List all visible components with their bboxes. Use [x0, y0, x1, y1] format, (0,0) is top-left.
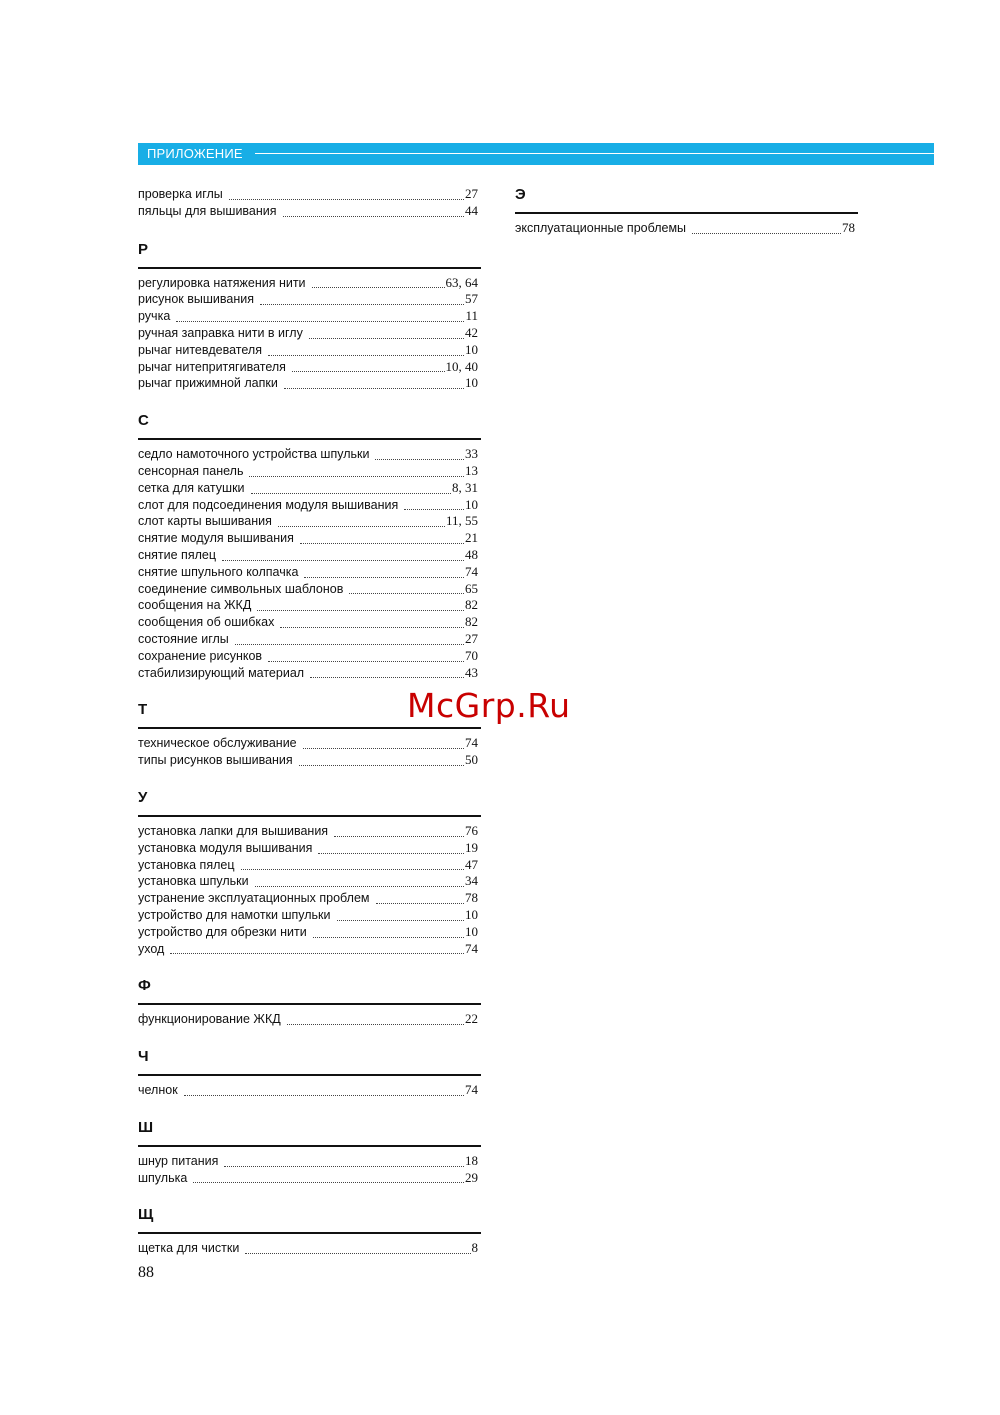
index-entry [138, 497, 481, 514]
index-term: установка пялец [138, 857, 235, 872]
index-term: снятие шпульного колпачка [138, 564, 299, 579]
index-page-ref: 10 [465, 923, 478, 939]
dot-leader [292, 371, 445, 372]
index-term: рычаг нитевдевателя [138, 342, 262, 357]
index-term: ручка [138, 309, 171, 324]
index-entry [138, 463, 481, 480]
index-term: установка лапки для вышивания [138, 823, 329, 838]
index-term: сенсорная панель [138, 463, 244, 478]
index-entry [138, 752, 481, 769]
dot-leader [241, 869, 464, 870]
section-letter-heading: Т [138, 701, 481, 729]
index-entry [138, 513, 481, 530]
index-page-ref: 27 [465, 186, 478, 201]
dot-leader [287, 1024, 464, 1025]
index-page-ref: 10 [465, 375, 478, 391]
index-entry [138, 1011, 481, 1028]
index-section [138, 1048, 481, 1099]
index-page-ref: 65 [465, 580, 478, 596]
index-page-ref: 10 [465, 906, 478, 922]
index-entry [138, 1082, 481, 1099]
index-page-ref: 18 [465, 1152, 478, 1168]
index-section [138, 1119, 481, 1187]
index-page-ref: 43 [465, 664, 478, 680]
header-rule [255, 153, 934, 154]
index-entry [138, 614, 481, 631]
index-page-ref: 21 [465, 530, 478, 546]
index-page-ref: 78 [842, 220, 855, 235]
index-section [138, 789, 481, 957]
index-page-ref: 70 [465, 647, 478, 663]
dot-leader [268, 661, 464, 662]
dot-leader [334, 836, 464, 837]
index-term: типы рисунков вышивания [138, 753, 293, 768]
index-term: сообщения на ЖКД [138, 598, 252, 613]
index-entry [138, 446, 481, 463]
index-term: уход [138, 941, 165, 956]
index-section [515, 186, 858, 237]
index-section [138, 1206, 481, 1257]
section-title: ПРИЛОЖЕНИЕ [147, 146, 243, 161]
dot-leader [318, 853, 464, 854]
dot-leader [245, 1253, 470, 1254]
dot-leader [255, 886, 464, 887]
index-page-ref: 78 [465, 890, 478, 906]
index-page-ref: 27 [465, 630, 478, 646]
index-term: функционирование ЖКД [138, 1012, 281, 1027]
index-term: слот карты вышивания [138, 514, 272, 529]
index-page-ref: 74 [465, 940, 478, 956]
index-term: устройство для намотки шпульки [138, 907, 331, 922]
dot-leader [251, 493, 451, 494]
index-term: рычаг нитепритягивателя [138, 359, 286, 374]
dot-leader [193, 1182, 464, 1183]
index-section [138, 412, 481, 681]
index-entry [138, 924, 481, 941]
index-page-ref: 74 [465, 1082, 478, 1098]
index-entry [138, 547, 481, 564]
dot-leader [303, 748, 464, 749]
index-term: снятие модуля вышивания [138, 531, 294, 546]
index-term: соединение символьных шаблонов [138, 581, 344, 596]
index-page-ref: 13 [465, 462, 478, 478]
dot-leader [176, 321, 464, 322]
index-page-ref: 11 [465, 308, 478, 324]
index-page-ref: 76 [465, 822, 478, 838]
dot-leader [229, 199, 464, 200]
dot-leader [283, 216, 464, 217]
index-entry [138, 203, 481, 220]
index-entry [138, 480, 481, 497]
index-page-ref: 47 [465, 856, 478, 872]
index-section [138, 977, 481, 1028]
index-entry [138, 325, 481, 342]
index-term: ручная заправка нити в иглу [138, 325, 303, 340]
dot-leader [300, 543, 464, 544]
index-entry [138, 275, 481, 292]
section-letter-heading: У [138, 789, 481, 817]
dot-leader [349, 593, 464, 594]
index-entry [138, 530, 481, 547]
dot-leader [184, 1095, 464, 1096]
section-letter-heading: С [138, 412, 481, 440]
index-page-ref: 11, 55 [445, 513, 478, 529]
index-entry [138, 342, 481, 359]
dot-leader [278, 526, 445, 527]
index-page-ref: 82 [465, 614, 478, 630]
index-entry [138, 1153, 481, 1170]
index-term: устранение эксплуатационных проблем [138, 891, 370, 906]
dot-leader [312, 287, 445, 288]
index-entry [138, 941, 481, 958]
index-entry [138, 840, 481, 857]
index-term: техническое обслуживание [138, 736, 297, 751]
dot-leader [692, 233, 841, 234]
section-letter-heading: Ч [138, 1048, 481, 1076]
index-entry [138, 648, 481, 665]
index-entry [138, 186, 481, 203]
dot-leader [257, 610, 464, 611]
index-entry [138, 291, 481, 308]
dot-leader [170, 953, 464, 954]
index-page-ref: 42 [465, 324, 478, 340]
index-term: установка шпульки [138, 874, 249, 889]
index-entry [138, 873, 481, 890]
index-entry [138, 581, 481, 598]
index-page-ref: 34 [465, 873, 478, 889]
index-page-ref: 33 [465, 446, 478, 462]
index-page-ref: 82 [465, 597, 478, 613]
index-section [138, 241, 481, 393]
dot-leader [304, 577, 464, 578]
index-page-ref: 48 [465, 546, 478, 562]
dot-leader [337, 920, 464, 921]
section-letter-heading: Щ [138, 1206, 481, 1234]
index-page-ref: 10 [465, 496, 478, 512]
index-entry [138, 308, 481, 325]
dot-leader [375, 459, 464, 460]
dot-leader [299, 765, 464, 766]
index-page-ref: 50 [465, 752, 478, 768]
index-term: челнок [138, 1083, 178, 1098]
dot-leader [268, 355, 464, 356]
page-number: 88 [138, 1264, 154, 1281]
index-term: сетка для катушки [138, 480, 245, 495]
index-term: рисунок вышивания [138, 292, 254, 307]
index-entry [138, 1240, 481, 1257]
index-page-ref: 22 [465, 1011, 478, 1027]
index-entry [138, 597, 481, 614]
index-entry [138, 735, 481, 752]
section-header-bar [138, 143, 934, 165]
watermark: McGrp.Ru [407, 686, 571, 725]
index-term: щетка для чистки [138, 1241, 240, 1256]
dot-leader [309, 338, 464, 339]
index-term: сообщения об ошибках [138, 615, 275, 630]
index-term: стабилизирующий материал [138, 665, 305, 680]
dot-leader [310, 677, 464, 678]
index-page-ref: 8, 31 [452, 479, 478, 495]
index-entry [138, 359, 481, 376]
dot-leader [280, 627, 464, 628]
index-entry [138, 564, 481, 581]
dot-leader [235, 644, 464, 645]
index-entry [515, 220, 858, 237]
dot-leader [224, 1166, 464, 1167]
index-page-ref: 10 [465, 341, 478, 357]
dot-leader [260, 304, 464, 305]
dot-leader [313, 937, 464, 938]
section-letter-heading: Э [515, 186, 858, 214]
index-page-ref: 19 [465, 839, 478, 855]
index-term: сохранение рисунков [138, 648, 263, 663]
index-term: шнур питания [138, 1153, 219, 1168]
section-letter-heading: Р [138, 241, 481, 269]
index-entry [138, 857, 481, 874]
index-term: рычаг прижимной лапки [138, 376, 278, 391]
index-term: эксплуатационные проблемы [515, 221, 687, 235]
index-term: установка модуля вышивания [138, 840, 313, 855]
index-entry [138, 907, 481, 924]
index-page-ref: 29 [465, 1169, 478, 1185]
index-entry [138, 890, 481, 907]
index-page-ref: 74 [465, 735, 478, 751]
index-entry [138, 665, 481, 682]
section-letter-heading: Ш [138, 1119, 481, 1147]
index-page-ref: 57 [465, 291, 478, 307]
dot-leader [249, 476, 464, 477]
index-page-ref: 8 [471, 1240, 478, 1256]
index-term: седло намоточного устройства шпульки [138, 447, 370, 462]
index-entry [138, 1170, 481, 1187]
index-page-ref: 44 [465, 202, 478, 218]
dot-leader [222, 560, 464, 561]
index-page-ref: 10, 40 [445, 358, 478, 374]
index-term: устройство для обрезки нити [138, 924, 307, 939]
index-term: шпулька [138, 1170, 188, 1185]
index-term: проверка иглы [138, 187, 223, 201]
index-term: состояние иглы [138, 631, 229, 646]
dot-leader [376, 903, 465, 904]
index-entry [138, 823, 481, 840]
index-right-column [515, 186, 858, 237]
index-entry [138, 375, 481, 392]
index-term: пяльцы для вышивания [138, 203, 277, 218]
index-term: регулировка натяжения нити [138, 275, 306, 290]
index-page-ref: 63, 64 [445, 274, 478, 290]
dot-leader [404, 509, 464, 510]
index-entry [138, 631, 481, 648]
index-term: слот для подсоединения модуля вышивания [138, 497, 399, 512]
index-term: снятие пялец [138, 547, 216, 562]
index-page-ref: 74 [465, 563, 478, 579]
section-letter-heading: Ф [138, 977, 481, 1005]
dot-leader [284, 388, 464, 389]
